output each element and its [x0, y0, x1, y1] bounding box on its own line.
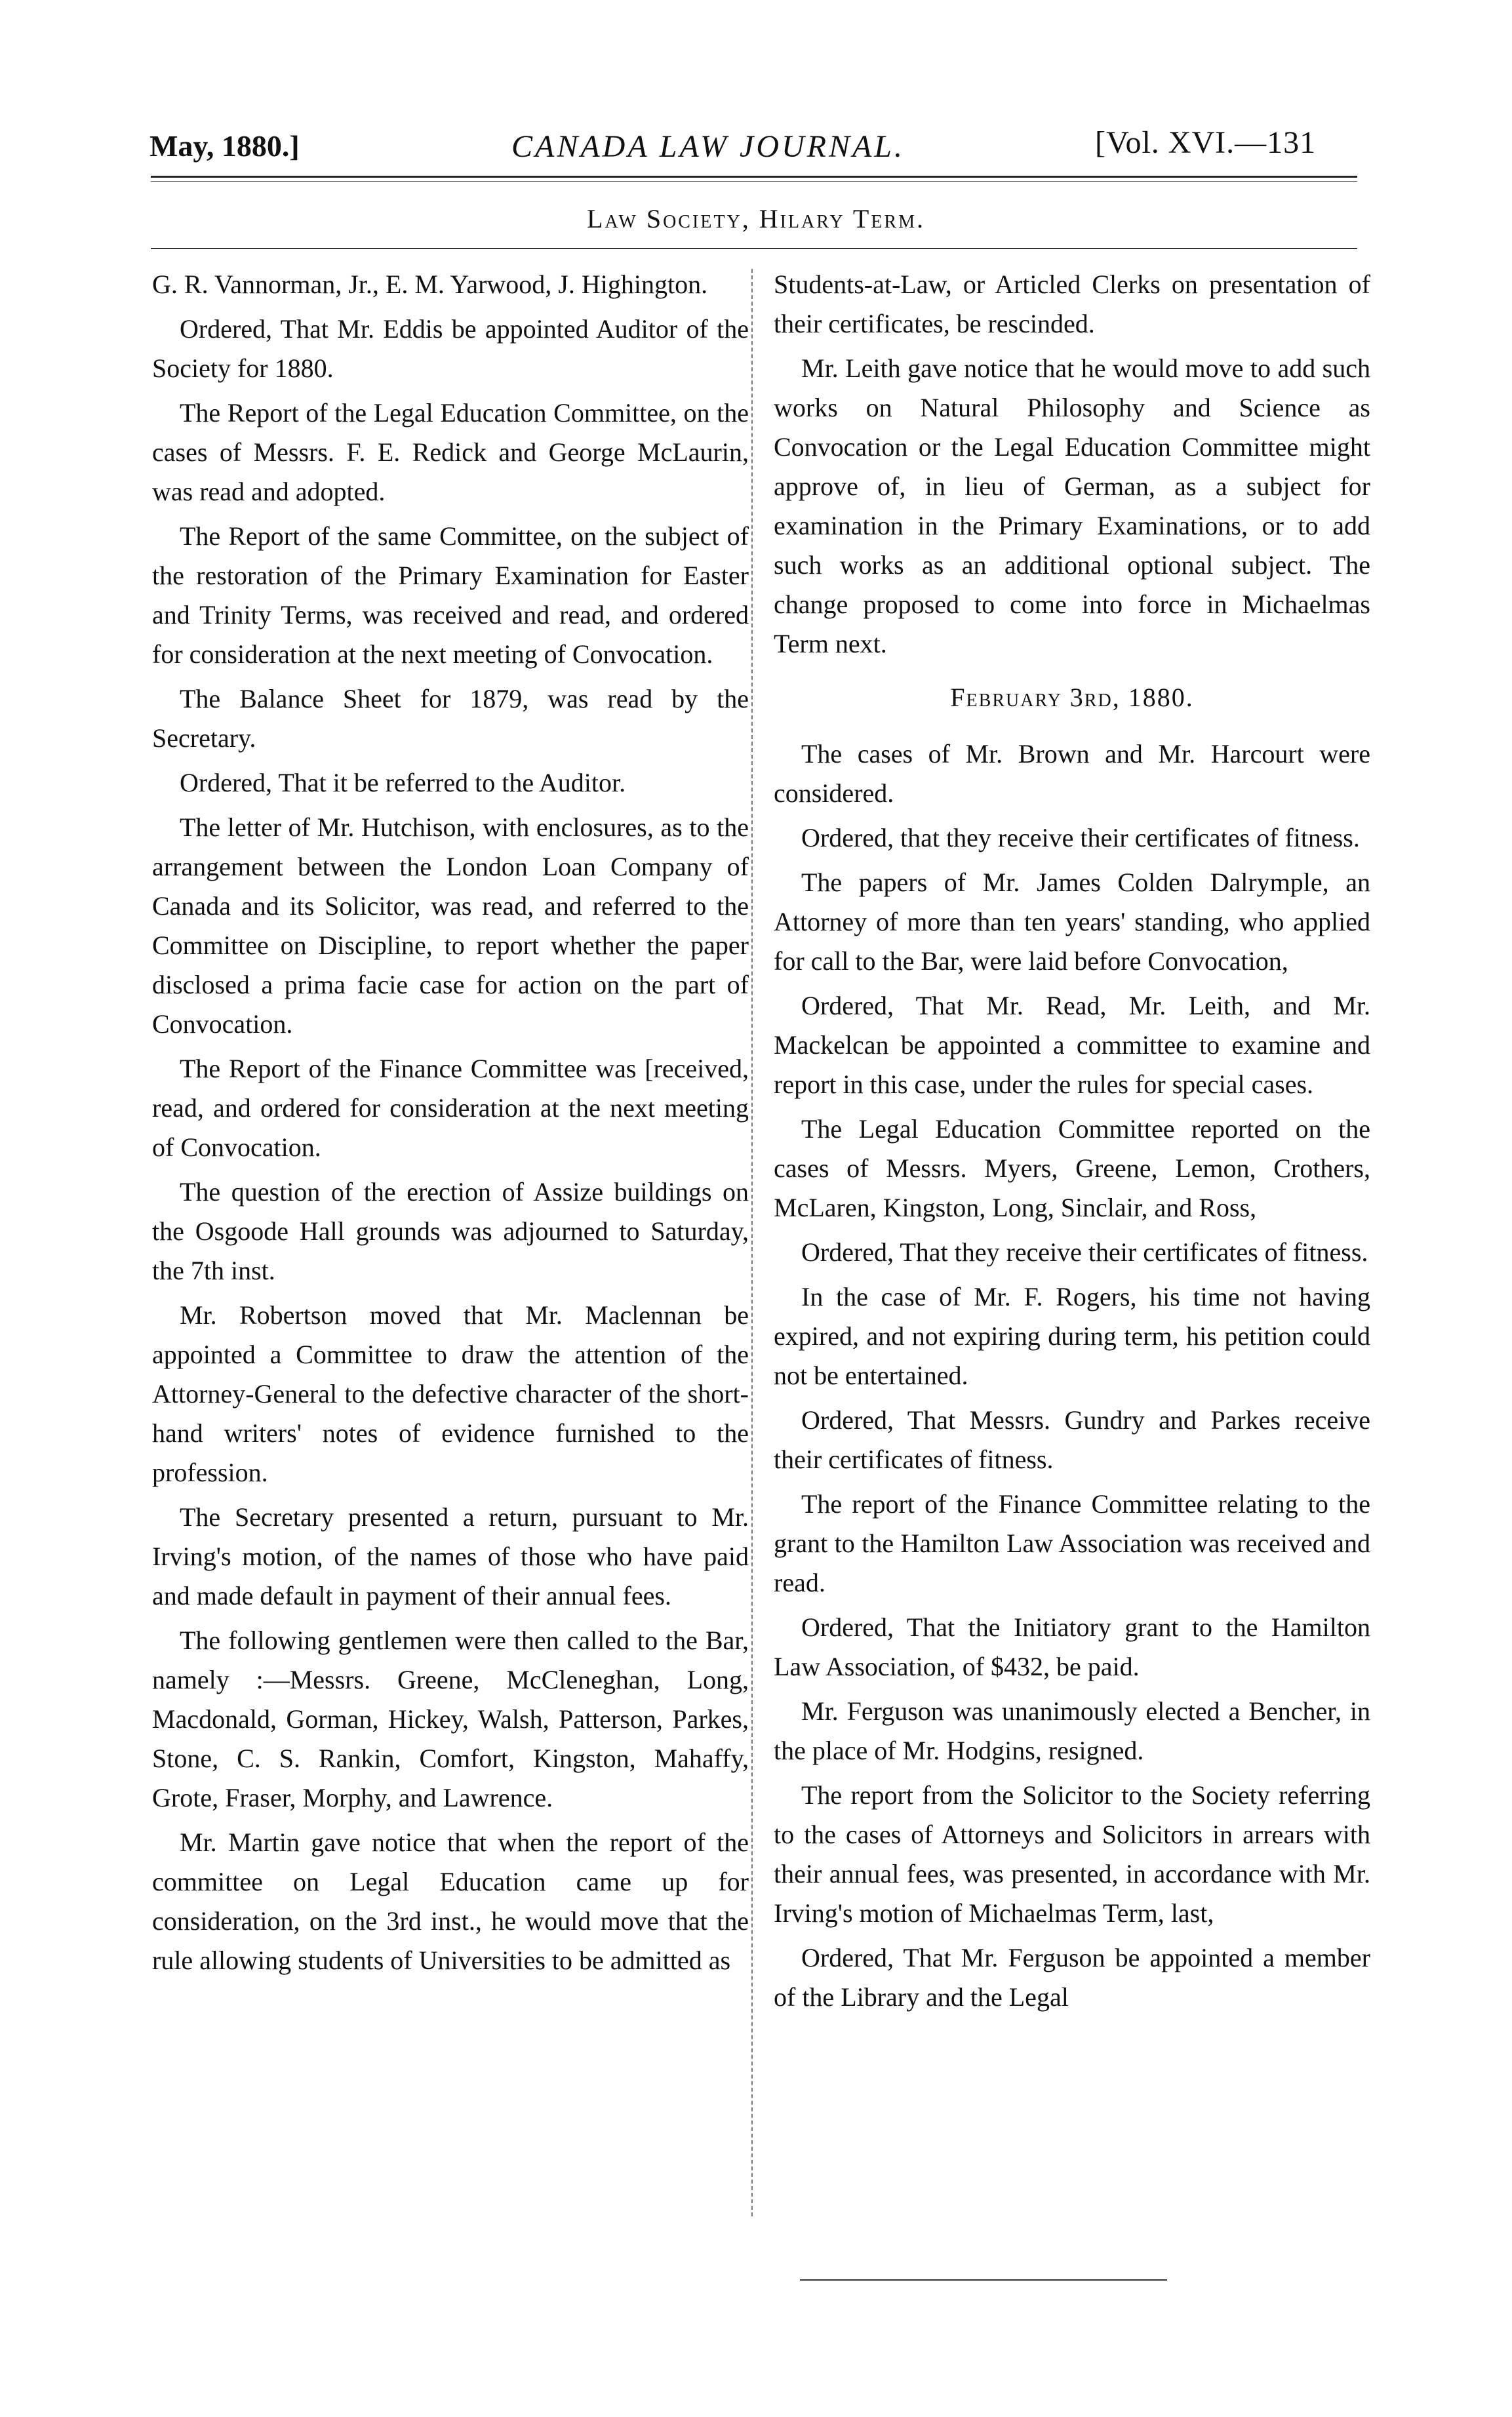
paragraph: In the case of Mr. F. Rogers, his time not having expired, and not expiring during term, his petition could not be entertained.: [774, 1282, 1370, 1390]
paragraph: The Balance Sheet for 1879, was read by the Secretary.: [152, 684, 749, 753]
paragraph: Ordered, That Mr. Read, Mr. Leith, and Mr. Mackelcan be appointed a committee to examine and report in this case, under the rules for special cases.: [774, 991, 1370, 1099]
paragraph: The Secretary presented a return, pursuant to Mr. Irving's motion, of the names of those who have paid and made default in payment of their annual fees.: [152, 1502, 749, 1610]
paragraph: The papers of Mr. James Colden Dalrymple, an Attorney of more than ten years' standing, who applied for call to the Bar, were laid before Convocation,: [774, 868, 1370, 976]
paragraph: The Report of the Legal Education Committee, on the cases of Messrs. F. E. Redick and George McLaurin, was read and adopted.: [152, 398, 749, 506]
column-divider: [751, 269, 753, 2216]
paragraph: The report from the Solicitor to the Society referring to the cases of Attorneys and Solicitors in arrears with their annual fees, was presented, in accordance with Mr. Irving's motion of Michaelmas Term, last,: [774, 1780, 1370, 1928]
paragraph: Ordered, That it be referred to the Auditor.: [180, 768, 626, 797]
section-rule: [151, 248, 1357, 249]
paragraph: Mr. Ferguson was unanimously elected a Bencher, in the place of Mr. Hodgins, resigned.: [774, 1696, 1370, 1765]
journal-title: CANADA LAW JOURNAL.: [511, 129, 905, 164]
section-heading: Law Society, Hilary Term.: [586, 204, 925, 233]
paragraph: The letter of Mr. Hutchison, with enclosures, as to the arrangement between the London Loan Company of Canada and its Solicitor, was read, and referred to the Committee on Discipline, to report whether the paper disclosed a prima facie case for action on the part of Convocation.: [152, 812, 749, 1039]
paragraph: Students-at-Law, or Articled Clerks on presentation of their certificates, be rescinded.: [774, 270, 1370, 338]
paragraph: The Report of the same Committee, on the subject of the restoration of the Primary Examination for Easter and Trinity Terms, was received and read, and ordered for consideration at the next meeting of Convocation.: [152, 521, 749, 669]
paragraph: The following gentlemen were then called to the Bar, namely :—Messrs. Greene, McCleneghan, Long, Macdonald, Gorman, Hickey, Walsh, Patterson, Parkes, Stone, C. S. Rankin, Comfort, Kingston, Mahaffy, Grote, Fraser, Morphy, and Lawrence.: [152, 1626, 749, 1812]
paragraph: The report of the Finance Committee relating to the grant to the Hamilton Law Association was received and read.: [774, 1489, 1370, 1597]
right-column: [774, 265, 1370, 2022]
paragraph: Mr. Leith gave notice that he would move to add such works on Natural Philosophy and Science as Convocation or the Legal Education Committee might approve of, in lieu of German, as a subject for examination in the Primary Examinations, or to add such works as an additional optional subject. The change proposed to come into force in Michaelmas Term next.: [774, 353, 1370, 658]
volume-page-number: [Vol. XVI.—131: [1095, 125, 1317, 160]
paragraph: Ordered, that they receive their certificates of fitness.: [801, 823, 1360, 852]
paragraph: Ordered, That Mr. Eddis be appointed Auditor of the Society for 1880.: [152, 314, 749, 383]
paragraph: Ordered, That Messrs. Gundry and Parkes receive their certificates of fitness.: [774, 1405, 1370, 1474]
date-heading: February 3rd, 1880.: [950, 683, 1194, 712]
header-rule-thin: [151, 181, 1357, 182]
paragraph: Ordered, That Mr. Ferguson be appointed a member of the Library and the Legal: [774, 1943, 1370, 2012]
paragraph: Mr. Martin gave notice that when the report of the committee on Legal Education came up for consideration, on the 3rd inst., he would move that the rule allowing students of Universities to be admitted as: [152, 1828, 749, 1975]
paragraph: G. R. Vannorman, Jr., E. M. Yarwood, J. Highington.: [152, 270, 708, 299]
paragraph: Ordered, That they receive their certificates of fitness.: [801, 1237, 1368, 1267]
paragraph: The Report of the Finance Committee was [received, read, and ordered for consideration at the next meeting of Convocation.: [152, 1054, 749, 1162]
page-date: May, 1880.]: [149, 129, 300, 163]
footer-rule: [800, 2279, 1167, 2281]
paragraph: The question of the erection of Assize buildings on the Osgoode Hall grounds was adjourned to Saturday, the 7th inst.: [152, 1177, 749, 1285]
paragraph: Mr. Robertson moved that Mr. Maclennan be appointed a Committee to draw the attention of the Attorney-General to the defective character of the short-hand writers' notes of evidence furnished to the profession.: [152, 1300, 749, 1487]
paragraph: The cases of Mr. Brown and Mr. Harcourt were considered.: [774, 739, 1370, 808]
header-rule: [151, 176, 1357, 178]
left-column: [152, 265, 749, 1986]
paragraph: Ordered, That the Initiatory grant to the Hamilton Law Association, of $432, be paid.: [774, 1612, 1370, 1681]
paragraph: The Legal Education Committee reported on the cases of Messrs. Myers, Greene, Lemon, Crothers, McLaren, Kingston, Long, Sinclair, and Ross,: [774, 1114, 1370, 1222]
